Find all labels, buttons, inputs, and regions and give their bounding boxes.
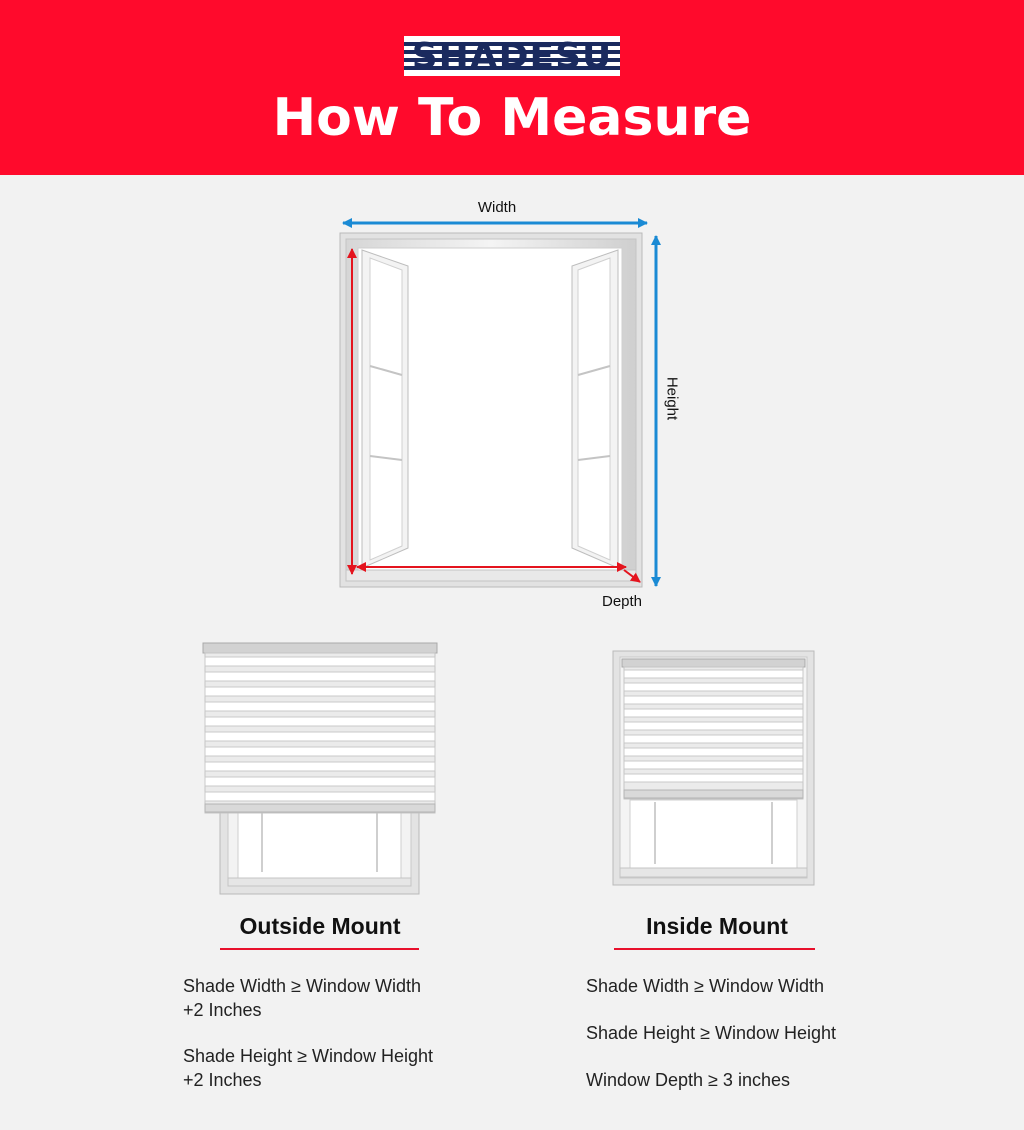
depth-label: Depth — [601, 593, 643, 610]
outside-height-rule-line2: +2 Inches — [183, 1070, 262, 1090]
outside-height-rule — [183, 1044, 483, 1092]
outside-mount-underline — [220, 948, 419, 950]
outside-width-rule-line2: +2 Inches — [183, 1000, 262, 1020]
outside-height-rule-line1: Shade Height ≥ Window Height — [183, 1046, 434, 1066]
inside-mount-illustration — [613, 651, 814, 885]
width-label: Width — [477, 199, 517, 216]
inside-mount-title: Inside Mount — [646, 913, 788, 939]
outside-width-rule-line1: Shade Width ≥ Window Width — [183, 976, 421, 996]
window-diagram — [340, 223, 656, 587]
inside-mount-underline — [614, 948, 815, 950]
inside-depth-rule: Window Depth ≥ 3 inches — [586, 1070, 790, 1090]
outside-width-rule — [183, 974, 483, 1022]
page-title: How To Measure — [272, 88, 752, 148]
height-label: Height — [663, 376, 681, 421]
inside-height-rule: Shade Height ≥ Window Height — [586, 1023, 837, 1043]
inside-width-rule: Shade Width ≥ Window Width — [586, 976, 824, 996]
outside-mount-illustration — [203, 643, 437, 894]
brand-logo-text: SHADESU — [411, 36, 613, 76]
outside-mount-title: Outside Mount — [239, 913, 401, 939]
